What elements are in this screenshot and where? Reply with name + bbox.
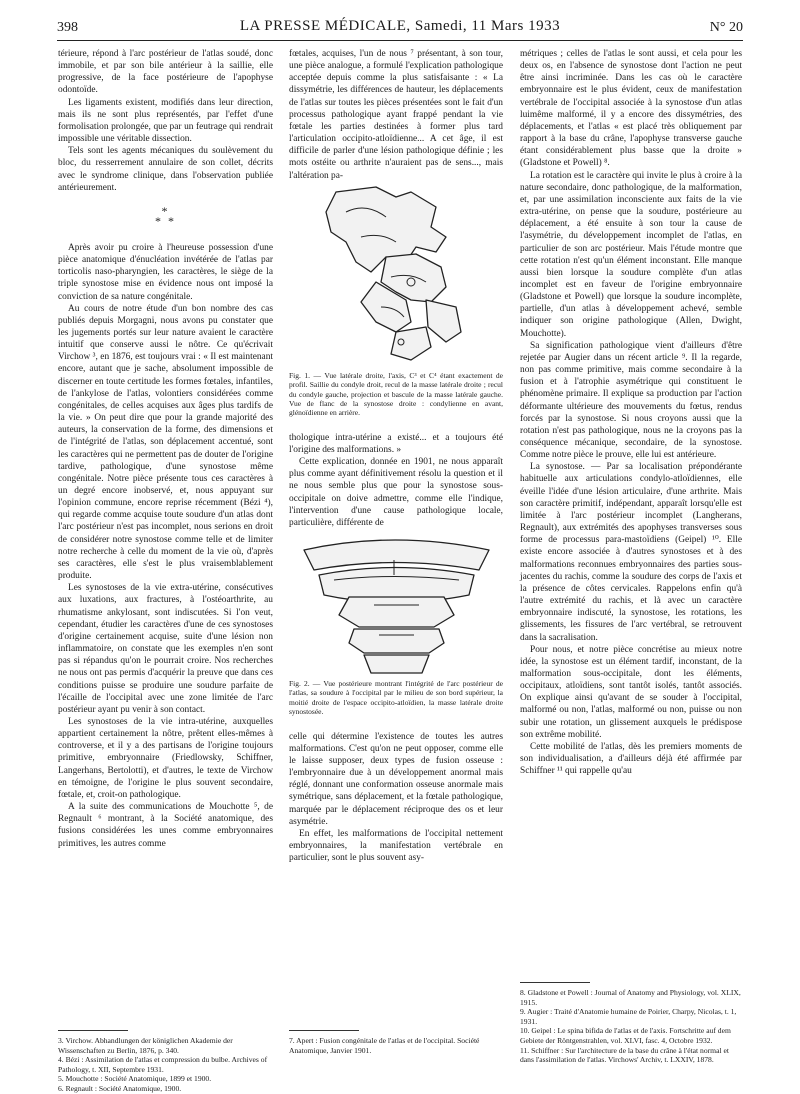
figure-2-illustration [294, 535, 499, 675]
paragraph: La synostose. — Par sa localisation prépondérante habituelle aux articulations condylo-atloïdiennes, elle éveille l'idée d'une lésion articulaire, d'une arthrite. Mais son caractère primitif, indépendant, apparaît lorsqu'elle est limitée à l'arc postérieur incomplet (Langherans, Regnault), aux extrémités des apophyses transverses sous forme de processus para-mastoïdiens (Geipel) ¹⁰. Elle existe encore associée à d'autres synostoses et à des malformations reconnues embryonnaires des parties sous-jacentes du rachis, comme la soudure des corps de l'axis et la présence de côtes cervicales. Rappelons enfin qu'à l'autre extrémité du rachis, et là avec un caractère embryonnaire indiscuté, la synostose, les rotations, les glissements, les fissures de l'arc vertébral, se retrouvent dans la sacralisation. [520, 462, 742, 643]
column-1 [58, 48, 273, 850]
figure-1-illustration [316, 182, 476, 367]
paragraph: celle qui détermine l'existence de toutes les autres malformations. C'est qu'on ne peut opposer, comme elle le laisse supposer, deux types de fusion osseuse : l'embryonnaire due à un développement anormal mais réglé, donnant une conformation osseuse anormale mais symétrique, sans déplacement, et la fœtale pathologique, marquée par le déplacement réciproque des os et leur asymétrie. [289, 731, 503, 827]
footnotes-column-3 [520, 982, 742, 1065]
paragraph: métriques ; celles de l'atlas le sont aussi, et cela pour les deux os, en l'absence de synostose dont l'action ne peut être ainsi incriminée. Dans les cas où le caractère embryonnaire est le plus évident, ceux de manifestation vertébrale de l'occipital associée à la synostose d'un atlas luimême malformé, il y a encore des dissymétries, des déplacements, et l'atlas « est placé très obliquement par rapport à la base du crâne, l'apophyse transverse gauche étant considérablement plus basse que la droite » (Gladstone et Powell) ⁸. [520, 49, 742, 169]
paragraph: La rotation est le caractère qui invite le plus à croire à la nature secondaire, donc pathologique, de la malformation, et, par une assimilation inconsciente aux faits de la vie extra-utérine, on pense que la soudure, postérieure au déplacement, a été ensuite à son tour la cause de l'asymétrie, du développement incomplet de l'atlas, en particulier de son arc postérieur. Mais l'étude montre que cette rotation n'est qu'un élément inconstant. Elle manque aussi bien lorsque la soudure complète d'un atlas incomplet est en faveur de l'origine embryonnaire (Gladstone et Powell) que lorsque la soudure incomplète, partielle, d'un atlas à développement achevé, semble indiquer son origine pathologique (Allen, Dwight, Mouchotte). [520, 170, 742, 339]
paragraph: Pour nous, et notre pièce concrétise au mieux notre idée, la synostose est un élément tardif, inconstant, de la malformation sous-occipitale, dont les éléments, occipitaux, atloïdiens, sont tantôt isolés, tantôt associés. On explique ainsi qu'avant de se souder à l'occipital, malformé ou non, l'atlas, malformé ou non, puisse ou non subir une rotation, un glissement auxquels le prédispose son extrême mobilité. [520, 644, 742, 740]
footnote: 3. Virchow. Abhandlungen der königlichen Akademie der Wissenschaften zu Berlin, 1876, p. 340. [58, 1036, 233, 1055]
footnote: 7. Apert : Fusion congénitale de l'atlas et de l'occipital. Société Anatomique, Janvier 1901. [289, 1036, 480, 1055]
paragraph: thologique intra-utérine a existé... et a toujours été l'origine des malformations. » [289, 432, 503, 455]
paragraph: Les synostoses de la vie intra-utérine, auxquelles appartient certainement la nôtre, prêtent elles-mêmes à controverse, et il y a des partisans de l'origine toujours primitive, embryonnaire (Friedlowsky, Schiffner, Langerhans, Bertolotti), et d'autres, le texte de Virchow en témoigne, de l'origine le plus souvent secondaire, fœtale, et, croit-on pathologique. [58, 716, 273, 800]
paragraph: térieure, répond à l'arc postérieur de l'atlas soudé, donc immobile, et par son bile antérieur à la saillie, elle progressive, de la face postérieure de l'apophyse odontoïde. [58, 49, 273, 96]
footnote: 9. Augier : Traité d'Anatomie humaine de Poirier, Charpy, Nicolas, t. 1, 1931. [520, 1007, 737, 1026]
footnote: 10. Geipel : Le spina bifida de l'atlas et de l'axis. Fortschritte auf dem Gebiete der Röntgenstrahlen, vol. XLVI, fasc. 4, Octobre 1932. [520, 1026, 731, 1045]
footnote: 5. Mouchotte : Société Anatomique, 1899 et 1900. [58, 1074, 212, 1084]
paragraph: fœtales, acquises, l'un de nous ⁷ présentant, à son tour, une pièce analogue, a formulé l'explication pathologique acceptée depuis comme la plus satisfaisante : « La dissymétrie, les différences de hauteur, les déplacements de l'atlas sur toutes les pièces présentées sont le fait d'un processus pathologique ayant frappé pendant la vie fœtale les parties destinées à former plus tard l'articulation occipito-atloïdienne... A cet âge, il est difficile de parler d'une lésion pathologique définie ; les mots ostéite ou arthrite n'auraient pas de sens..., mais l'altération pa- [289, 49, 503, 181]
footnotes-column-2 [289, 1030, 503, 1055]
paragraph: Les synostoses de la vie extra-utérine, consécutives aux luxations, aux fractures, à l'ostéoarthrite, au rhumatisme ankylosant, sont indiscutées. Si l'on veut, cependant, étudier les caractères d'une de ces synostoses d'origine certainement acquise, suite d'une lésion non inflammatoire, on constate que les exemples n'en sont pas si répandus qu'on le pourrait croire. Nos recherches ne nous ont pas permis d'acquérir la preuve que dans ces conditions puisse se produire une soudure parfaite de l'écaille de l'occipital avec une zone limitée de l'arc postérieur ayant pu venir à son contact. [58, 583, 273, 715]
paragraph: Cette explication, donnée en 1901, ne nous apparaît plus comme ayant définitivement résolu la question et il ne nous semble plus que pour la synostose sous-occipitale on doive admettre, comme elle l'indique, l'intervention d'une cause pathologique locale, particulière, différente de [289, 457, 503, 528]
page-number: 398 [57, 20, 78, 35]
footnote-rule [58, 1030, 128, 1031]
paragraph: A la suite des communications de Mouchotte ⁵, de Regnault ⁶ montrant, à la Société anatomique, des fusions considérées les unes comme embryonnaires primitives, les autres comme [58, 802, 273, 849]
paragraph: Sa signification pathologique vient d'ailleurs d'être rejetée par Augier dans un récent article ⁹. Il la regarde, non pas comme primitive, mais comme secondaire à la fusion et à l'atrophie asymétrique qui constituent le phénomène primaire. Il explique sa production par l'action déformante ultérieure des mouvements du fœtus, rendus forcés par la synostose. Si nous croyons aussi que la rotation n'est pas pathologique, nous ne la croyons pas la conséquence mécanique, secondaire, de la synostose. Comme notre pièce le prouve, elle lui est antérieure. [520, 340, 742, 461]
footnote: 8. Gladstone et Powell : Journal of Anatomy and Physiology, vol. XLIX, 1915. [520, 988, 741, 1007]
page-header [57, 18, 743, 41]
footnote-rule [520, 982, 590, 983]
footnote: 11. Schiffner : Sur l'architecture de la base du crâne à l'état normal et dans l'assimilation de l'atlas. Virchows' Archiv, t. LXXIV, 1878. [520, 1045, 729, 1065]
footnote: 6. Regnault : Société Anatomique, 1900. [58, 1083, 182, 1093]
figure-1-caption: Fig. 1. — Vue latérale droite, l'axis, C³ et C⁴ étant exactement de profil. Saillie du condyle droit, recul de la masse latérale droite ; recul du condyle gauche, projection et bascule de la masse latérale gauche. Vue de flanc de la synostose droite : condylienne en avant, glénoïdienne en arrière. [289, 370, 503, 418]
paragraph: Après avoir pu croire à l'heureuse possession d'une pièce anatomique d'énucléation invétérée de l'atlas par torticolis naso-pharyngien, les caractères, le siège de la triple synostose mise en évidence nous ont imposé la conviction de sa nature congénitale. [58, 242, 273, 302]
paragraph: Les ligaments existent, modifiés dans leur direction, mais ils ne sont plus représentés, par l'effet d'une formolisation prolongée, que par un feutrage qui rendrait impossible une véritable dissection. [58, 97, 273, 145]
paragraph: Au cours de notre étude d'un bon nombre des cas publiés depuis Morgagni, nous avons pu constater que les jugements portés sur leur nature avaient le caractère intuitif que conserve aussi le nôtre. Ce qu'écrivait Virchow ³, en 1876, est toujours vrai : « Il est maintenant encore, autant que je sache, absolument impossible de discerner en toute certitude les formes fœtales, infantiles, de l'ankylose de l'atlas, volontiers considérées comme congénitales, de celles acquises aux âges plus tardifs de la vie. » On peut dire que pour la grande majorité des auteurs, la conservation de la forme, des dimensions et de l'intégrité de l'atlas, son déplacement accentué, sont les caractères qui ne permettent pas de douter de l'origine tardive, pathologique, d'une synostose même congénitale. Notre pièce présente tous ces caractères à un degré encore inobservé, et, nous appuyant sur l'opinion commune, encore reprise récemment (Bézi ⁴), qui regarde comme acquise toute soudure d'un atlas dont l'arc postérieur n'est pas incomplet, nous serions en droit de considérer notre synostose comme telle et de limiter notre recherche à celle du moment de la vie où, d'après ses caractères, elle s'est le plus vraisemblablement produite. [58, 303, 273, 582]
issue-number: N° 20 [709, 20, 743, 35]
column-2 [289, 48, 503, 864]
footnotes-column-1 [58, 1030, 273, 1094]
footnote: 4. Bézi : Assimilation de l'atlas et compression du bulbe. Archives of Pathology, t. XII, Septembre 1931. [58, 1055, 268, 1074]
paragraph: En effet, les malformations de l'occipital nettement embryonnaires, la manifestation vertébrale en particulier, sont le plus souvent asy- [289, 828, 503, 864]
paragraph: Cette mobilité de l'atlas, dès les premiers moments de son individualisation, a d'ailleurs déjà été affirmée par Schiffner ¹¹ qui rappelle qu'au [520, 741, 742, 777]
figure-2-caption: Fig. 2. — Vue postérieure montrant l'intégrité de l'arc postérieur de l'atlas, sa soudure à l'occipital par le milieu de son bord supérieur, la moitié droite de l'espace occipito-atloïdien, la masse latérale droite synostosée. [289, 679, 503, 717]
footnote-rule [289, 1030, 359, 1031]
journal-title: LA PRESSE MÉDICALE, Samedi, 11 Mars 1933 [239, 18, 561, 34]
column-3 [520, 48, 742, 777]
section-separator: * * * [155, 203, 176, 228]
paragraph: Tels sont les agents mécaniques du soulèvement du bloc, du resserrement annulaire de son collet, décrits avec le syndrome clinique, dans l'observation publiée antérieurement. [58, 146, 273, 193]
